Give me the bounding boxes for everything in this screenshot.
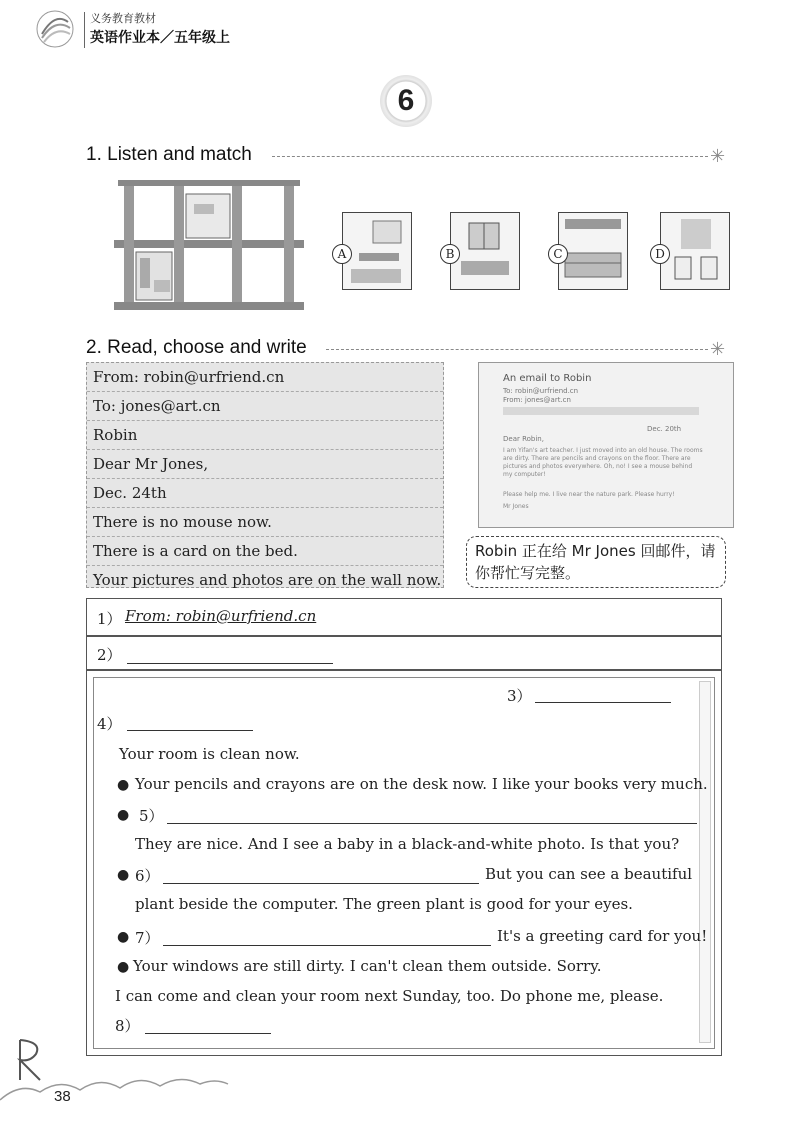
answer-blank-6[interactable] [163, 882, 479, 884]
option-label-c: C [548, 244, 568, 264]
email-date: Dec. 20th [647, 425, 682, 433]
email-signature: Mr Jones [503, 503, 529, 510]
unit-number-badge: 6 [380, 75, 432, 127]
reply-line: But you can see a beautiful [485, 865, 693, 883]
book-title: 英语作业本／五年级上 [90, 30, 230, 46]
publisher-logo [34, 8, 76, 50]
choice-item: Dec. 24th [87, 479, 443, 508]
reply-line: Your windows are still dirty. I can't clean them outside. Sorry. [133, 957, 602, 975]
answer-row-1 [86, 598, 722, 636]
choice-item: There is a card on the bed. [87, 537, 443, 566]
bullet-icon: ● [117, 777, 130, 793]
email-reply-box [86, 670, 722, 1056]
instruction-note: Robin 正在给 Mr Jones 回邮件，请你帮忙写完整。 [466, 536, 726, 588]
star-icon: ✳ [710, 339, 726, 360]
section-2-dotted-rule [326, 349, 708, 350]
sample-answer: From: robin@urfriend.cn [125, 607, 317, 625]
reply-line: It's a greeting card for you! [497, 927, 708, 945]
room-picture-b [450, 212, 520, 290]
reply-line: They are nice. And I see a baby in a black-and-white photo. Is that you? [135, 835, 680, 853]
bullet-icon: ● [117, 959, 130, 975]
email-screenshot [478, 362, 734, 528]
answer-blank-3[interactable] [535, 701, 671, 703]
item-number-7: 7） [135, 929, 160, 947]
email-closing: Please help me. I live near the nature park. Please hurry! [503, 491, 675, 498]
answer-blank-5[interactable] [167, 822, 697, 824]
option-label-a: A [332, 244, 352, 264]
choice-item: There is no mouse now. [87, 508, 443, 537]
option-label-b: B [440, 244, 460, 264]
email-body: I am Yifan's art teacher. I just moved into an old house. The rooms are dirty. There are pencils and crayons on the floor. There are pictures and photos everywhere. Oh, no! I see a mouse behind my computer! [503, 447, 703, 478]
item-number-6: 6） [135, 867, 160, 885]
choice-item: To: jones@art.cn [87, 392, 443, 421]
bullet-icon: ● [117, 929, 130, 945]
reply-line: Your pencils and crayons are on the desk now. I like your books very much. [135, 775, 708, 793]
bullet-icon: ● [117, 807, 130, 823]
scrollbar[interactable] [699, 681, 711, 1043]
email-to: To: robin@urfriend.cn [503, 387, 579, 395]
bullet-icon: ● [117, 867, 130, 883]
reply-line: Your room is clean now. [119, 745, 300, 763]
option-label-d: D [650, 244, 670, 264]
email-greeting: Dear Robin, [503, 435, 544, 443]
page-number: 38 [54, 1088, 71, 1105]
answer-blank-2[interactable] [127, 662, 333, 664]
choice-item: Your pictures and photos are on the wall now. [93, 571, 442, 589]
series-label: 义务教育教材 [90, 12, 156, 25]
house-picture [114, 180, 304, 310]
choice-item: Dear Mr Jones, [87, 450, 443, 479]
item-number-8: 8） [115, 1017, 140, 1035]
answer-row-2 [86, 636, 722, 670]
item-number-5: 5） [139, 807, 164, 825]
email-from: From: jones@art.cn [503, 396, 571, 404]
email-toolbar [503, 407, 699, 415]
item-number-1: 1） [97, 610, 122, 628]
reply-line: plant beside the computer. The green plant is good for your eyes. [135, 895, 633, 913]
section-2-heading: 2. Read, choose and write [86, 337, 307, 358]
room-picture-a [342, 212, 412, 290]
email-title: An email to Robin [503, 373, 592, 384]
choices-box [86, 362, 444, 588]
room-picture-c [558, 212, 628, 290]
section-1-dotted-rule [272, 156, 708, 157]
section-1-heading: 1. Listen and match [86, 144, 252, 165]
answer-blank-4[interactable] [127, 729, 253, 731]
room-picture-d [660, 212, 730, 290]
answer-blank-7[interactable] [163, 944, 491, 946]
choice-item: From: robin@urfriend.cn [87, 363, 443, 392]
item-number-3: 3） [507, 687, 532, 705]
item-number-4: 4） [97, 715, 122, 733]
reply-line: I can come and clean your room next Sunday, too. Do phone me, please. [115, 987, 664, 1005]
star-icon: ✳ [710, 146, 726, 167]
decorative-letter-r [0, 1030, 230, 1119]
item-number-2: 2） [97, 646, 122, 664]
choice-item: Robin [87, 421, 443, 450]
header-divider [84, 12, 85, 48]
